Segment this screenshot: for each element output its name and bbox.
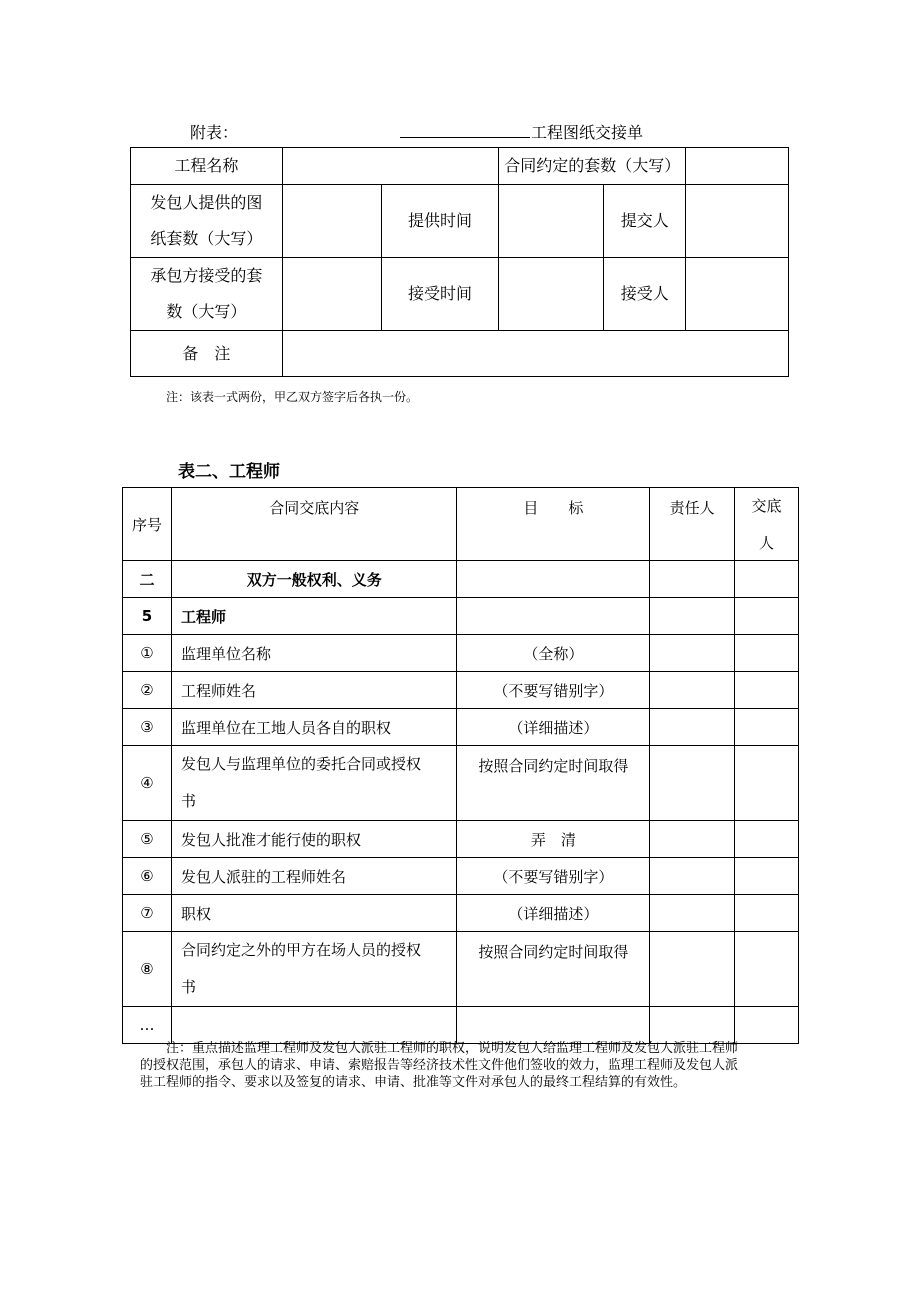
table2-note-line3: 驻工程师的指令、要求以及签复的请求、申请、批准等文件对承包人的最终工程结算的有效性。 xyxy=(140,1075,687,1090)
row-briefer-cell[interactable] xyxy=(735,635,799,672)
row-goal: （全称） xyxy=(457,635,650,672)
row-content: 工程师姓名 xyxy=(171,672,457,709)
table-row xyxy=(123,1007,799,1044)
row-goal xyxy=(457,561,650,598)
attachment-prefix: 附表： xyxy=(190,123,239,142)
project-name-label: 工程名称 xyxy=(131,148,283,185)
header-briefer xyxy=(735,488,799,561)
accepted-sets-label-line1: 承包方接受的套 xyxy=(150,266,263,285)
row-goal: （不要写错别字） xyxy=(457,858,650,895)
project-name-cell[interactable] xyxy=(282,148,499,185)
row-content-line2: 书 xyxy=(180,792,196,810)
receiver-label: 接受人 xyxy=(604,258,686,331)
row-seq: ⑧ xyxy=(123,932,172,1007)
row-content: 双方一般权利、义务 xyxy=(171,561,457,598)
table2-heading: 表二、工程师 xyxy=(178,462,280,482)
row-briefer-cell[interactable] xyxy=(735,561,799,598)
provide-time-label: 提供时间 xyxy=(381,185,499,258)
provided-sets-label xyxy=(131,185,283,258)
row-responsible-cell[interactable] xyxy=(650,672,735,709)
row-content: 监理单位名称 xyxy=(171,635,457,672)
row-goal: 按照合同约定时间取得 xyxy=(457,746,650,821)
table-row xyxy=(123,672,799,709)
accepted-sets-label-line2: 数（大写） xyxy=(166,302,247,321)
row-content: 职权 xyxy=(171,895,457,932)
row-seq: ② xyxy=(123,672,172,709)
receiver-cell[interactable] xyxy=(686,258,789,331)
row-content: 发包人派驻的工程师姓名 xyxy=(171,858,457,895)
row-seq: ③ xyxy=(123,709,172,746)
submitter-label: 提交人 xyxy=(604,185,686,258)
row-content: 发包人批准才能行使的职权 xyxy=(171,821,457,858)
row-goal: 弄 清 xyxy=(457,821,650,858)
row-seq: … xyxy=(123,1007,172,1044)
table-row xyxy=(123,932,799,1007)
row-responsible-cell[interactable] xyxy=(650,561,735,598)
accept-time-label: 接受时间 xyxy=(381,258,499,331)
table-row xyxy=(123,635,799,672)
row-briefer-cell[interactable] xyxy=(735,821,799,858)
drawing-handover-table xyxy=(130,147,789,377)
row-goal: （详细描述） xyxy=(457,895,650,932)
row-responsible-cell[interactable] xyxy=(650,932,735,1007)
row-responsible-cell[interactable] xyxy=(650,895,735,932)
row-goal: （不要写错别字） xyxy=(457,672,650,709)
row-briefer-cell[interactable] xyxy=(735,672,799,709)
row-briefer-cell[interactable] xyxy=(735,1007,799,1044)
row-briefer-cell[interactable] xyxy=(735,932,799,1007)
row-briefer-cell[interactable] xyxy=(735,598,799,635)
submitter-cell[interactable] xyxy=(686,185,789,258)
header-goal: 目 标 xyxy=(457,488,650,561)
row-content-line1: 合同约定之外的甲方在场人员的授权 xyxy=(180,941,421,959)
provided-sets-label-line1: 发包人提供的图 xyxy=(150,193,263,212)
contract-sets-cell[interactable] xyxy=(686,148,789,185)
row-content: 工程师 xyxy=(171,598,457,635)
header-seq: 序号 xyxy=(123,488,172,561)
row-content xyxy=(171,746,457,821)
table-row xyxy=(123,561,799,598)
row-seq: ⑤ xyxy=(123,821,172,858)
row-goal xyxy=(457,598,650,635)
header-briefer-line1: 交底 xyxy=(751,497,782,515)
row-seq: 二 xyxy=(123,561,172,598)
table-row xyxy=(123,895,799,932)
provided-sets-label-line2: 纸套数（大写） xyxy=(150,229,263,248)
table2-note-line2: 的授权范围，承包人的请求、申请、索赔报告等经济技术性文件他们签收的效力，监理工程师及发包人派 xyxy=(140,1058,739,1073)
table-row xyxy=(123,746,799,821)
row-briefer-cell[interactable] xyxy=(735,858,799,895)
row-responsible-cell[interactable] xyxy=(650,821,735,858)
header-content: 合同交底内容 xyxy=(171,488,457,561)
table1-title: 工程图纸交接单 xyxy=(531,123,644,142)
row-responsible-cell[interactable] xyxy=(650,746,735,821)
contract-sets-label: 合同约定的套数（大写） xyxy=(499,148,686,185)
table-row xyxy=(123,709,799,746)
table2-note xyxy=(140,1040,805,1091)
row-briefer-cell[interactable] xyxy=(735,895,799,932)
header-responsible: 责任人 xyxy=(650,488,735,561)
row-responsible-cell[interactable] xyxy=(650,598,735,635)
row-goal: （详细描述） xyxy=(457,709,650,746)
table1-note: 注：该表一式两份，甲乙双方签字后各执一份。 xyxy=(166,390,419,404)
row-content-line1: 发包人与监理单位的委托合同或授权 xyxy=(180,755,421,773)
row-seq: ① xyxy=(123,635,172,672)
table-row xyxy=(123,858,799,895)
row-goal: 按照合同约定时间取得 xyxy=(457,932,650,1007)
remarks-cell[interactable] xyxy=(282,331,788,377)
row-responsible-cell[interactable] xyxy=(650,635,735,672)
provide-time-cell[interactable] xyxy=(499,185,604,258)
row-seq: 5 xyxy=(123,598,172,635)
title-blank-line xyxy=(400,137,530,138)
accepted-sets-label xyxy=(131,258,283,331)
row-briefer-cell[interactable] xyxy=(735,746,799,821)
engineer-briefing-body xyxy=(123,561,799,1044)
row-content xyxy=(171,1007,457,1044)
table2-note-line1: 注：重点描述监理工程师及发包人派驻工程师的职权，说明发包人给监理工程师及发包人派驻工程师 xyxy=(166,1041,739,1056)
engineer-briefing-table xyxy=(122,487,799,1044)
header-briefer-line2: 人 xyxy=(759,534,775,552)
row-goal xyxy=(457,1007,650,1044)
row-responsible-cell[interactable] xyxy=(650,858,735,895)
row-content-line2: 书 xyxy=(180,978,196,996)
row-content: 监理单位在工地人员各自的职权 xyxy=(171,709,457,746)
row-seq: ⑦ xyxy=(123,895,172,932)
remarks-label: 备 注 xyxy=(131,331,283,377)
table-row xyxy=(123,598,799,635)
table-row xyxy=(123,821,799,858)
row-content xyxy=(171,932,457,1007)
row-seq: ④ xyxy=(123,746,172,821)
accept-time-cell[interactable] xyxy=(499,258,604,331)
row-seq: ⑥ xyxy=(123,858,172,895)
row-briefer-cell[interactable] xyxy=(735,709,799,746)
row-responsible-cell[interactable] xyxy=(650,709,735,746)
row-responsible-cell[interactable] xyxy=(650,1007,735,1044)
accepted-sets-cell[interactable] xyxy=(282,258,381,331)
provided-sets-cell[interactable] xyxy=(282,185,381,258)
